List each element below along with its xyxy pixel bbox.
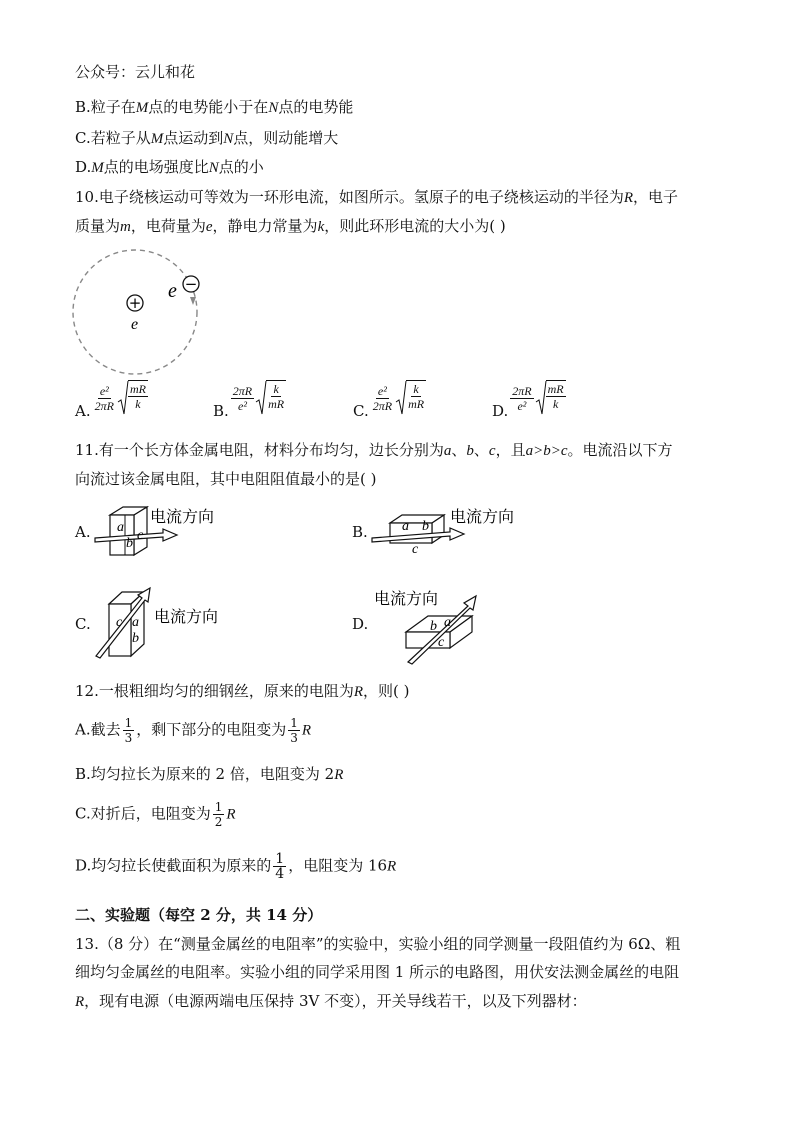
current-direction-caption: 电流方向 xyxy=(450,507,515,526)
edge-b-label: b xyxy=(422,519,429,534)
coefficient-fraction: $\frac{2\pi R}{\text{e²}}$ xyxy=(232,383,253,413)
nucleus-label: e xyxy=(131,316,139,333)
current-direction-caption: 电流方向 xyxy=(374,589,439,608)
q9-option-d: D.M点的电场强度比N点的小 xyxy=(75,158,264,176)
q11-option-a-label: A. xyxy=(75,523,91,541)
q11-option-c-figure xyxy=(92,582,252,662)
q11-option-a-figure xyxy=(95,505,245,565)
q10-stem-line2: 质量为m，电荷量为e，静电力常量为k，则此环形电流的大小为( ) xyxy=(75,217,506,235)
edge-a-label: a xyxy=(132,615,139,630)
edge-a-label: a xyxy=(402,519,409,534)
q13-line1: 13.（8 分）在“测量金属丝的电阻率”的实验中，实验小组的同学测量一段阻值约为 6Ω、粗 xyxy=(75,935,681,953)
q11-option-c-label: C. xyxy=(75,615,91,633)
q12-option-a: A.截去 $\frac{1}{3}$ ，剩下部分的电阻变为 $\frac{1}{3}$ R xyxy=(75,716,312,745)
q9-option-b: B.粒子在M点的电势能小于在N点的电势能 xyxy=(75,98,354,116)
edge-c-label: c xyxy=(438,635,445,650)
coefficient-fraction: $\frac{2\pi R}{\text{e²}}$ xyxy=(512,383,532,413)
q11-option-d-label: D. xyxy=(352,615,369,633)
option-label: A. xyxy=(75,402,91,420)
q10-stem-line1: 10.电子绕核运动可等效为一环形电流，如图所示。氢原子的电子绕核运动的半径为R，电子 xyxy=(75,188,679,206)
edge-c-label: c xyxy=(137,528,144,543)
orbit-path xyxy=(73,250,197,374)
q13-line3: R，现有电源（电源两端电压保持 3V 不变），开关导线若干，以及下列器材： xyxy=(75,992,587,1010)
section-title: 二、实验题（每空 2 分，共 14 分） xyxy=(75,906,323,924)
electron-minus-sign: − xyxy=(184,275,198,293)
current-direction-caption: 电流方向 xyxy=(154,607,219,626)
square-root: $\frac{mR}{k}$ xyxy=(536,380,568,416)
option-label: C. xyxy=(353,402,369,420)
option-label: B. xyxy=(213,402,229,420)
q12-option-d: D.均匀拉长使截面积为原来的 $\frac{1}{4}$ ，电阻变为 16R xyxy=(75,851,397,882)
edge-c-label: c xyxy=(116,615,123,630)
direction-arrow-icon xyxy=(190,297,196,305)
q13-line2: 细均匀金属丝的电阻率。实验小组的同学采用图 1 所示的电路图，用伏安法测金属丝的电阻 xyxy=(75,963,680,981)
electron-orbit-figure xyxy=(70,248,210,376)
square-root: $\frac{mR}{k}$ xyxy=(118,380,150,416)
q11-option-b-figure xyxy=(372,505,522,565)
edge-c-label: c xyxy=(412,542,419,557)
current-direction-caption: 电流方向 xyxy=(150,507,215,526)
edge-a-label: a xyxy=(444,615,451,630)
q10-option-b xyxy=(213,380,288,420)
q10-option-a xyxy=(75,380,150,420)
q12-option-c: C.对折后，电阻变为 $\frac{1}{2}$ R xyxy=(75,800,236,829)
coefficient-fraction: $\frac{\text{e²}}{2\pi R}$ xyxy=(94,383,114,413)
edge-b-label: b xyxy=(132,631,139,646)
edge-b-label: b xyxy=(430,619,437,634)
option-label: D. xyxy=(492,402,509,420)
q12-option-b: B.均匀拉长为原来的 2 倍，电阻变为 2R xyxy=(75,765,344,783)
q12-stem: 12.一根粗细均匀的细钢丝，原来的电阻为R，则( ) xyxy=(75,682,410,700)
q10-option-c xyxy=(353,380,428,420)
q9-option-c: C.若粒子从M点运动到N点，则动能增大 xyxy=(75,129,339,147)
edge-a-label: a xyxy=(117,520,124,535)
square-root: $\frac{k}{mR}$ xyxy=(256,380,288,416)
q11-option-d-figure xyxy=(372,582,522,672)
q10-option-d xyxy=(492,380,568,420)
square-root: $\frac{k}{mR}$ xyxy=(396,380,428,416)
q11-stem-line1: 11.有一个长方体金属电阻，材料分布均匀，边长分别为a、b、c，且a>b>c。电流沿以下方 xyxy=(75,441,673,459)
coefficient-fraction: $\frac{\text{e²}}{2\pi R}$ xyxy=(372,383,393,413)
nucleus-plus-sign: + xyxy=(128,294,142,312)
edge-b-label: b xyxy=(126,536,133,551)
q11-stem-line2: 向流过该金属电阻，其中电阻阻值最小的是( ) xyxy=(75,470,377,488)
q11-option-b-label: B. xyxy=(352,523,368,541)
header-account: 公众号：云儿和花 xyxy=(75,63,196,81)
electron-label: e xyxy=(168,280,177,302)
